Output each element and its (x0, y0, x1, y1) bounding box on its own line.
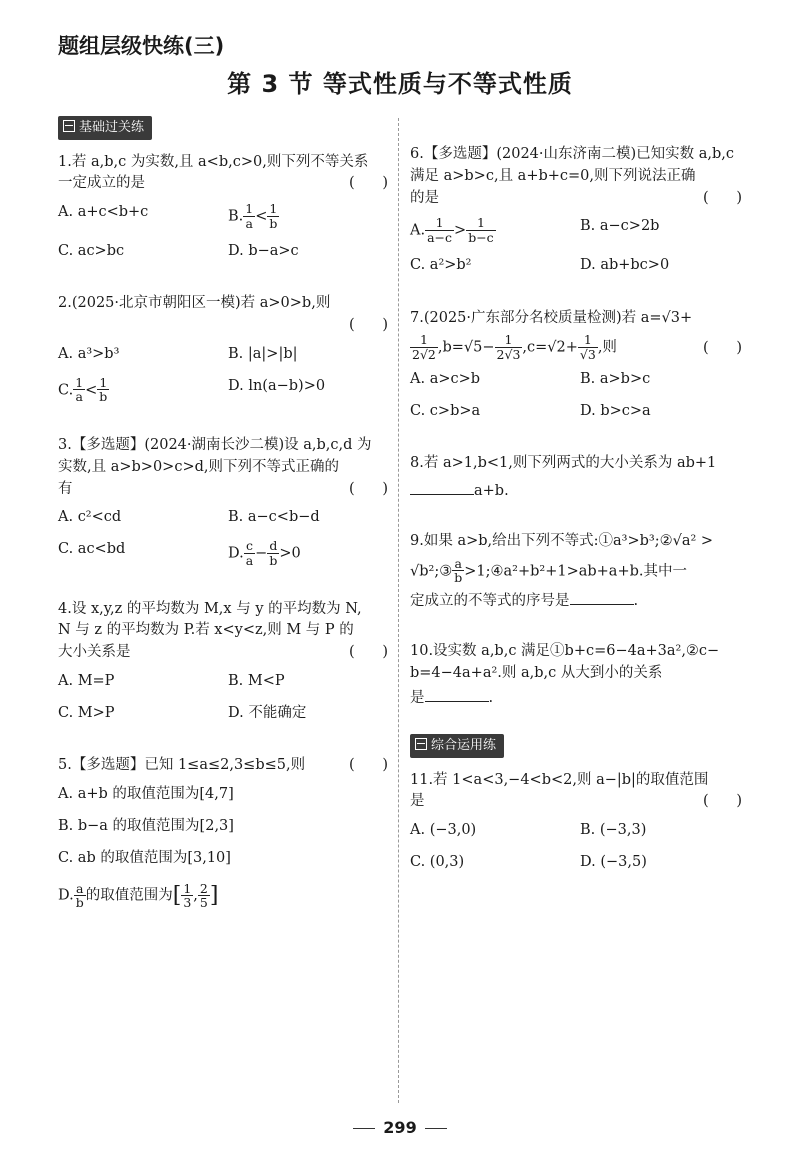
question-6 (410, 144, 742, 280)
q6-stem: 6.【多选题】(2024·山东济南二模)已知实数 a,b,c (410, 146, 735, 162)
q3-stem: 3.【多选题】(2024·湖南长沙二模)设 a,b,c,d 为 (58, 437, 372, 453)
q2-option-c: C. $\frac{1}{a}$ < $\frac{1}{b}$ (58, 374, 108, 405)
answer-bracket: ( ) (703, 793, 742, 810)
q9-stem-2: √b²;③ $\frac{a}{b}$ >1;④a²+b²+1>ab+a+b.其中一 (410, 555, 687, 586)
q6-stem-3: 的是 (410, 189, 439, 206)
q4-option-a: A. M=P (58, 672, 115, 689)
q11-option-d: D. (−3,5) (580, 853, 647, 870)
section-label: 综合运用练 (431, 738, 497, 753)
q1-option-c: C. ac>bc (58, 242, 125, 259)
question-3 (58, 435, 388, 571)
q5-option-d: D. $\frac{a}{b}$ 的取值范围为[ $\frac{1}{3}$ , $\frac{2}{5}$ ] (58, 880, 219, 911)
q6-stem-2: 满足 a>b>c,且 a+b+c=0,则下列说法正确 (410, 167, 696, 184)
q5-option-c: C. ab 的取值范围为[3,10] (58, 849, 231, 866)
q4-option-c: C. M>P (58, 704, 115, 721)
q2-option-d: D. ln(a−b)>0 (228, 377, 326, 394)
q7-option-d: D. b>c>a (580, 402, 651, 419)
q3-stem-3: 有 (58, 480, 73, 497)
answer-bracket: ( ) (349, 757, 388, 774)
series-title: 题组层级快练(三) (58, 34, 225, 58)
q10-stem: 10.设实数 a,b,c 满足①b+c=6−4a+3a²,②c− (410, 642, 720, 659)
q10-stem-3: 是 (410, 690, 425, 707)
q11-option-b: B. (−3,3) (580, 822, 647, 838)
q8-stem-2: a+b. (474, 483, 509, 499)
answer-blank[interactable] (570, 592, 634, 605)
section-label: 基础过关练 (79, 120, 145, 135)
q3-option-c: C. ac<bd (58, 541, 126, 557)
q4-stem-3: 大小关系是 (58, 644, 131, 660)
question-8 (410, 453, 742, 503)
q11-stem-2: 是 (410, 793, 425, 810)
q7-option-c: C. c>b>a (410, 402, 481, 419)
q3-option-b: B. a−c<b−d (228, 509, 320, 526)
page-number: 299 (0, 1118, 800, 1137)
question-1 (58, 152, 388, 266)
question-4 (58, 599, 388, 728)
answer-bracket: ( ) (349, 175, 388, 192)
q2-option-a: A. a³>b³ (58, 345, 120, 362)
q2-option-b: B. |a|>|b| (228, 345, 298, 362)
q1-option-a: A. a+c<b+c (58, 204, 149, 220)
question-10: 10.设实数 a,b,c 满足①b+c=6−4a+3a²,②c− b=4−4a+a².则 a,b,c 从大到小的关系 是 . (410, 641, 742, 710)
chapter-title: 第 3 节 等式性质与不等式性质 (227, 70, 573, 98)
q2-stem: 2.(2025·北京市朝阳区一模)若 a>0>b,则 (58, 295, 331, 312)
q6-option-b: B. a−c>2b (580, 218, 660, 235)
q11-option-a: A. (−3,0) (410, 822, 477, 838)
answer-blank[interactable] (410, 482, 474, 495)
q7-option-a: A. a>c>b (410, 370, 481, 387)
q6-option-d: D. ab+bc>0 (580, 256, 670, 273)
q4-option-d: D. 不能确定 (228, 704, 307, 721)
q9-stem-3: 定成立的不等式的序号是 (410, 593, 570, 609)
q5-option-b: B. b−a 的取值范围为[2,3] (58, 817, 234, 834)
q11-stem: 11.若 1<a<3,−4<b<2,则 a−|b|的取值范围 (410, 771, 709, 788)
q1-option-d: D. b−a>c (228, 242, 299, 259)
q7-stem-2: $\frac{1}{2√2}$ ,b=√5− $\frac{1}{2√3}$ ,c=√2+ $\frac{1}{√3}$ ,则 (412, 332, 617, 362)
right-column (410, 114, 742, 877)
q1-stem: 1.若 a,b,c 为实数,且 a<b,c>0,则下列不等关系 (58, 153, 369, 170)
q11-option-c: C. (0,3) (410, 853, 465, 870)
q10-stem-2: b=4−4a+a².则 a,b,c 从大到小的关系 (410, 664, 663, 681)
question-9: 9.如果 a>b,给出下列不等式:①a³>b³;②√a² > √b²;③ $\frac{a}{b}$ >1;④a²+b²+1>ab+a+b.其中一 定成立的不等式的序号是 . (410, 531, 742, 613)
section-badge-comprehensive (410, 734, 504, 758)
q4-stem-2: N 与 z 的平均数为 P.若 x<y<z,则 M 与 P 的 (58, 622, 354, 639)
answer-bracket: ( ) (703, 189, 742, 206)
question-11 (410, 770, 742, 877)
question-5 (58, 755, 388, 915)
answer-bracket: ( ) (349, 317, 388, 333)
q6-option-c: C. a²>b² (410, 256, 472, 273)
left-column (58, 114, 388, 915)
q1-stem-2: 一定成立的是 (58, 175, 145, 192)
q3-stem-2: 实数,且 a>b>0>c>d,则下列不等式正确的 (58, 458, 339, 475)
column-divider (398, 118, 399, 1103)
answer-blank[interactable] (425, 689, 489, 702)
book-icon (63, 120, 75, 132)
q6-option-a: A. $\frac{1}{a-c}$ > $\frac{1}{b-c}$ (410, 215, 494, 245)
q9-stem: 9.如果 a>b,给出下列不等式:①a³>b³;②√a² > (410, 532, 714, 549)
q5-option-a: A. a+b 的取值范围为[4,7] (58, 786, 234, 802)
q3-option-d: D. $\frac{c}{a}$ − $\frac{d}{b}$ >0 (228, 538, 301, 568)
section-badge-basic (58, 116, 152, 140)
book-icon (415, 738, 427, 750)
q5-stem: 5.【多选题】已知 1≤a≤2,3≤b≤5,则 (58, 757, 306, 774)
answer-bracket: ( ) (703, 339, 742, 356)
answer-bracket: ( ) (349, 644, 388, 660)
q7-option-b: B. a>b>c (580, 370, 651, 387)
q4-stem: 4.设 x,y,z 的平均数为 M,x 与 y 的平均数为 N, (58, 600, 362, 617)
q4-option-b: B. M<P (228, 672, 285, 689)
q7-stem: 7.(2025·广东部分名校质量检测)若 a=√3+ (410, 309, 693, 326)
q3-option-a: A. c²<cd (58, 509, 122, 526)
q8-stem: 8.若 a>1,b<1,则下列两式的大小关系为 ab+1 (410, 455, 717, 472)
q1-option-b: B. $\frac{1}{a}$ < $\frac{1}{b}$ (228, 201, 278, 231)
answer-bracket: ( ) (349, 480, 388, 497)
question-2 (58, 293, 388, 407)
question-7 (410, 308, 742, 426)
